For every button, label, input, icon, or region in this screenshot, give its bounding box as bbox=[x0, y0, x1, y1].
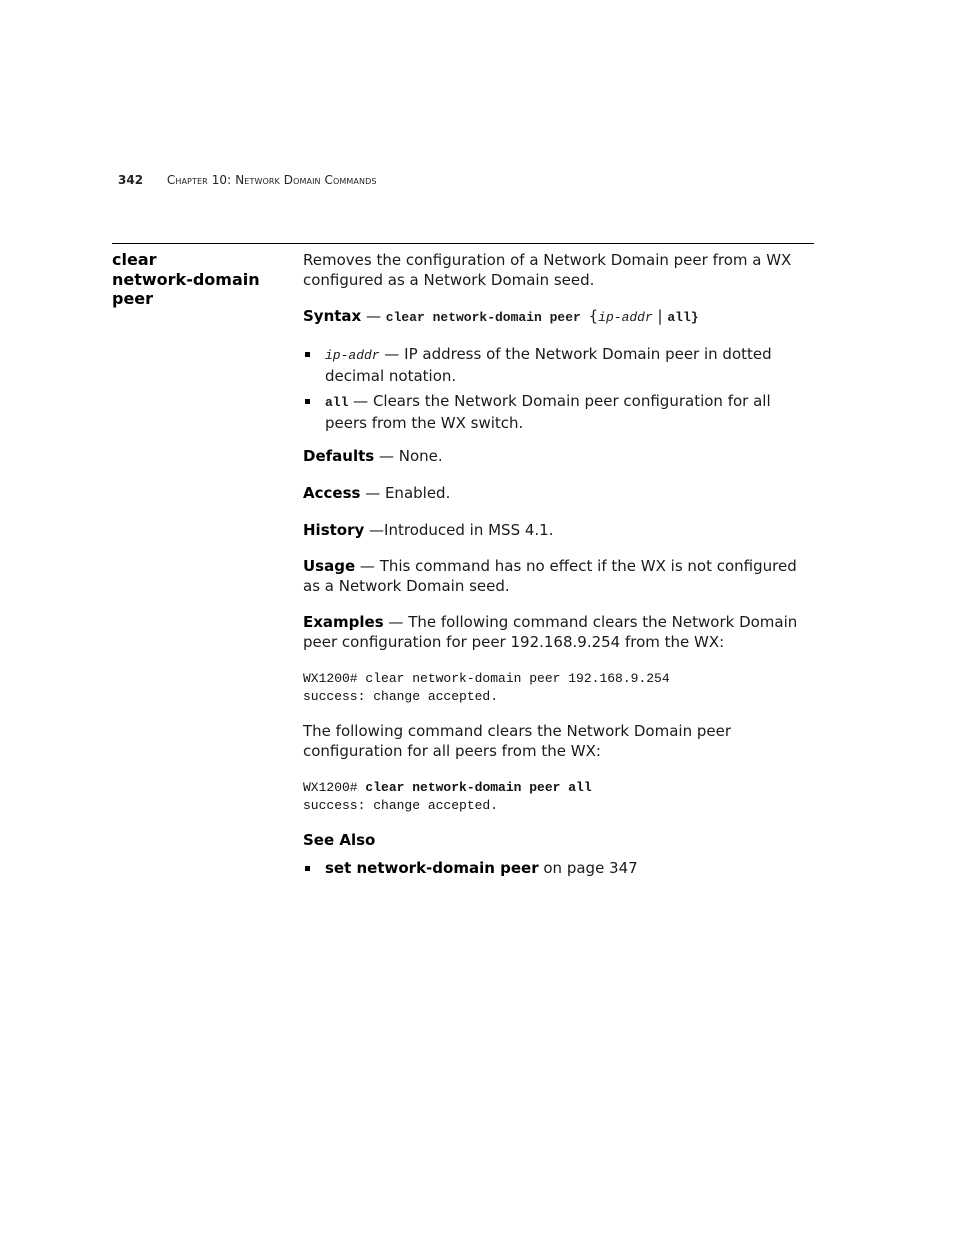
code-example-1 bbox=[303, 670, 815, 705]
param-item-ipaddr bbox=[303, 344, 815, 386]
code-line bbox=[303, 779, 815, 797]
syntax-param-all: all bbox=[667, 310, 691, 325]
examples-text-2: The following command clears the Network Domain peer configuration for all peers from the WX: bbox=[303, 722, 731, 760]
history-line bbox=[303, 520, 815, 540]
command-description: Removes the configuration of a Network Domain peer from a WX configured as a Network Domain seed. bbox=[303, 251, 792, 289]
examples-label: Examples bbox=[303, 613, 384, 631]
defaults-text: — None. bbox=[374, 447, 443, 465]
code-command: clear network-domain peer all bbox=[365, 780, 592, 795]
bullet-icon bbox=[305, 866, 310, 871]
syntax-param-ipaddr: ip-addr bbox=[598, 310, 653, 325]
defaults-line bbox=[303, 446, 815, 466]
usage-label: Usage bbox=[303, 557, 356, 575]
access-text: — Enabled. bbox=[360, 484, 451, 502]
syntax-command: clear network-domain peer bbox=[385, 310, 589, 325]
defaults-label: Defaults bbox=[303, 447, 375, 465]
examples-text: — The following command clears the Network Domain peer configuration for peer 192.168.9.254 from the WX: bbox=[303, 613, 798, 651]
syntax-label: Syntax bbox=[303, 307, 362, 325]
code-example-2 bbox=[303, 779, 815, 814]
command-title bbox=[112, 250, 282, 309]
usage-line bbox=[303, 556, 815, 596]
page-number: 342 bbox=[118, 173, 144, 187]
syntax-brace-close: } bbox=[690, 310, 699, 325]
see-also-item bbox=[303, 858, 815, 878]
access-line bbox=[303, 483, 815, 503]
param-name: all bbox=[325, 395, 349, 410]
param-desc: — IP address of the Network Domain peer in dotted decimal notation. bbox=[325, 345, 772, 385]
code-line: success: change accepted. bbox=[303, 797, 499, 813]
running-header bbox=[118, 171, 377, 189]
command-title-line1: clear bbox=[112, 250, 157, 269]
see-also-page-ref: on page 347 bbox=[538, 859, 638, 877]
usage-text: — This command has no effect if the WX is not configured as a Network Domain seed. bbox=[303, 557, 797, 595]
param-name: ip-addr bbox=[325, 348, 380, 363]
code-line: WX1200# clear network-domain peer 192.168.9.254 bbox=[303, 671, 670, 686]
see-also-heading: See Also bbox=[303, 831, 376, 849]
command-title-line2: network-domain bbox=[112, 269, 260, 289]
history-text: —Introduced in MSS 4.1. bbox=[364, 521, 554, 539]
access-label: Access bbox=[303, 484, 361, 502]
syntax-separator: | bbox=[652, 307, 668, 325]
section-rule bbox=[112, 243, 814, 244]
command-title-line3: peer bbox=[112, 289, 154, 308]
examples-line bbox=[303, 612, 815, 652]
code-line: success: change accepted. bbox=[303, 688, 499, 704]
history-label: History bbox=[303, 521, 365, 539]
syntax-brace-open: { bbox=[588, 307, 599, 325]
code-prompt: WX1200# bbox=[303, 780, 366, 795]
param-desc: — Clears the Network Domain peer configuration for all peers from the WX switch. bbox=[325, 392, 771, 432]
syntax-dash: — bbox=[361, 307, 386, 325]
bullet-icon bbox=[305, 352, 310, 357]
chapter-title: Chapter 10: Network Domain Commands bbox=[166, 173, 377, 187]
see-also-link[interactable]: set network-domain peer bbox=[325, 859, 539, 877]
param-item-all bbox=[303, 391, 815, 433]
bullet-icon bbox=[305, 399, 310, 404]
syntax-line bbox=[303, 306, 815, 328]
